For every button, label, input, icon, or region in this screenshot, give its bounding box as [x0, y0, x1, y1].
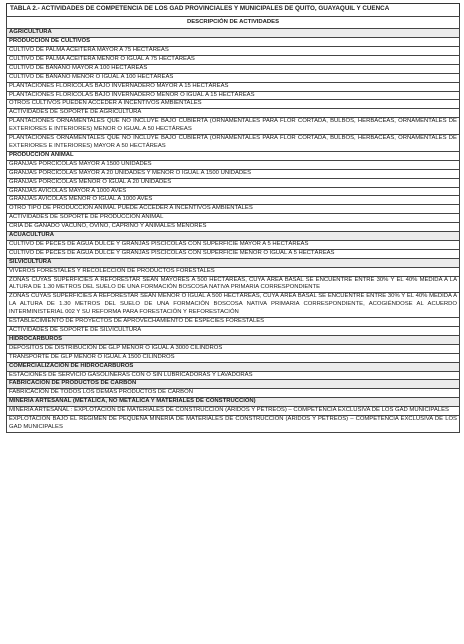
- activity-row: [7, 327, 460, 336]
- activity-cell: GRANJAS PORCÍCOLAS MAYOR A 1500 UNIDADES: [7, 160, 460, 169]
- activity-cell: GRANJAS PORCÍCOLAS MAYOR A 20 UNIDADES Y MENOR O IGUAL A 1500 UNIDADES: [7, 169, 460, 178]
- activity-row: [7, 55, 460, 64]
- activity-row: [7, 196, 460, 205]
- activity-row: [7, 267, 460, 276]
- activity-cell: PLANTACIONES ORNAMENTALES QUE NO INCLUYE BAJO CUBIERTA (ORNAMENTALES PARA FLOR CORTADA, BULBOS, HERBÁCEAS, ORNAMENTALES DE EXTERIORES E INTERIORES) MAYOR A 50 HECTÁREAS: [7, 135, 460, 152]
- activity-row: [7, 47, 460, 56]
- section-heading: SILVICULTURA: [7, 258, 460, 267]
- activity-cell: PLANTACIONES ORNAMENTALES QUE NO INCLUYE BAJO CUBIERTA (ORNAMENTALES PARA FLOR CORTADA, BULBOS, HERBÁCEAS, ORNAMENTALES DE EXTERIORES E INTERIORES) MENOR O IGUAL A 50 HECTÁREAS: [7, 118, 460, 135]
- activity-cell: ESTACIONES DE SERVICIO GASOLINERAS CON O SIN LUBRICADORAS Y LAVADORAS: [7, 371, 460, 380]
- activity-row: [7, 223, 460, 232]
- section-row: [7, 380, 460, 389]
- section-heading: AGRICULTURA: [7, 29, 460, 38]
- section-row: [7, 29, 460, 38]
- activity-cell: GRANJAS AVÍCOLAS MAYOR A 1000 AVES: [7, 187, 460, 196]
- activity-cell: CULTIVO DE PECES DE AGUA DULCE Y GRANJAS PISCÍCOLAS CON SUPERFICIE MAYOR A 5 HECTÁREAS: [7, 240, 460, 249]
- subsection-heading: PRODUCCIÓN ANIMAL: [7, 151, 460, 160]
- section-row: [7, 258, 460, 267]
- activity-cell: CULTIVO DE BANANO MAYOR A 100 HECTÁREAS: [7, 64, 460, 73]
- activity-row: [7, 353, 460, 362]
- activity-row: [7, 169, 460, 178]
- activity-row: [7, 214, 460, 223]
- activity-row: [7, 82, 460, 91]
- activity-cell: CULTIVO DE BANANO MENOR O IGUAL A 100 HECTÁREAS: [7, 73, 460, 82]
- activity-row: [7, 118, 460, 135]
- activity-row: [7, 187, 460, 196]
- activity-row: [7, 135, 460, 152]
- activity-row: [7, 293, 460, 318]
- section-row: [7, 398, 460, 407]
- activity-row: [7, 73, 460, 82]
- section-heading: MINERÍA ARTESANAL (METÁLICA, NO METÁLICA Y MATERIALES DE CONSTRUCCIÓN): [7, 398, 460, 407]
- activities-table: [6, 16, 460, 433]
- section-heading: FABRICACIÓN DE PRODUCTOS DE CARBÓN: [7, 380, 460, 389]
- activity-row: [7, 407, 460, 416]
- activities-table-body: [7, 17, 460, 433]
- table-header-row: [7, 17, 460, 29]
- activity-row: [7, 249, 460, 258]
- activity-cell: GRANJAS AVÍCOLAS MENOR O IGUAL A 1000 AVES: [7, 196, 460, 205]
- activity-cell: EXPLOTACIÓN BAJO EL RÉGIMEN DE PEQUEÑA MINERIA DE MATERIALES DE CONSTRUCCIÓN (ÁRIDOS Y PÉTREOS) – COMPETENCIA EXCLUSIVA DE LOS GAD MUNICIPALES: [7, 416, 460, 433]
- activity-row: [7, 344, 460, 353]
- section-heading: HIDROCARBUROS: [7, 335, 460, 344]
- activity-row: [7, 416, 460, 433]
- activity-cell: OTROS CULTIVOS PUEDEN ACCEDER A INCENTIVOS AMBIENTALES: [7, 100, 460, 109]
- table-caption: TABLA 2.- ACTIVIDADES DE COMPETENCIA DE LOS GAD PROVINCIALES Y MUNICIPALES DE QUITO, GUAYAQUIL Y CUENCA: [6, 3, 460, 16]
- activity-cell: DEPÓSITOS DE DISTRIBUCIÓN DE GLP MENOR O IGUAL A 3000 CILINDROS: [7, 344, 460, 353]
- activity-cell: CULTIVO DE PALMA ACEITERA MENOR O IGUAL A 75 HECTÁREAS: [7, 55, 460, 64]
- activity-cell: OTRO TIPO DE PRODUCCIÓN ANIMAL PUEDE ACCEDER A INCENTIVOS AMBIENTALES: [7, 205, 460, 214]
- activity-cell: CULTIVO DE PECES DE AGUA DULCE Y GRANJAS PISCÍCOLAS CON SUPERFICIE MENOR O IGUAL A 5 HECTÁREAS: [7, 249, 460, 258]
- activity-cell: PLANTACIONES FLORÍCOLAS BAJO INVERNADERO MENOR O IGUAL A 15 HECTÁREAS: [7, 91, 460, 100]
- activity-row: [7, 318, 460, 327]
- activity-cell: ACTIVIDADES DE SOPORTE DE PRODUCCIÓN ANIMAL: [7, 214, 460, 223]
- section-row: [7, 362, 460, 371]
- activity-cell: CULTIVO DE PALMA ACEITERA MAYOR A 75 HECTÁREAS: [7, 47, 460, 56]
- section-heading: COMERCIALIZACIÓN DE HIDROCARBUROS: [7, 362, 460, 371]
- activity-cell: CRÍA DE GANADO VACUNO, OVINO, CAPRINO Y ANIMALES MENORES: [7, 223, 460, 232]
- activity-cell: MINERÍA ARTESANAL : EXPLOTACIÓN DE MATERIALES DE CONSTRUCCIÓN (ÁRIDOS Y PÉTREOS) – COMPETENCIA EXCLUSIVA DE LOS GAD MUNICIPALES: [7, 407, 460, 416]
- activity-row: [7, 240, 460, 249]
- activity-row: [7, 371, 460, 380]
- activity-cell: ACTIVIDADES DE SOPORTE DE SILVICULTURA: [7, 327, 460, 336]
- activity-row: [7, 205, 460, 214]
- activity-cell: GRANJAS PORCÍCOLAS MENOR O IGUAL A 20 UNIDADES: [7, 178, 460, 187]
- activity-cell: TRANSPORTE DE GLP MENOR O IGUAL A 1500 CILINDROS: [7, 353, 460, 362]
- activity-cell: ZONAS CUYAS SUPERFICIES A REFORESTAR SEAN MAYORES A 500 HECTÁREAS, CUYA ÁREA BASAL SE ENCUENTRE ENTRE 30% Y EL 40% MEDIDA A LA ALTURA DE 1.30 METROS DEL SUELO DE UNA FORMACIÓN BOSCOSA NATIVA PRIMARIA CORRESPONDIENTE: [7, 276, 460, 293]
- activity-row: [7, 100, 460, 109]
- activity-row: [7, 160, 460, 169]
- activity-cell: ACTIVIDADES DE SOPORTE DE AGRICULTURA: [7, 109, 460, 118]
- activity-cell: FABRICACIÓN DE TODOS LOS DEMÁS PRODUCTOS DE CARBÓN: [7, 389, 460, 398]
- activity-cell: VIVEROS FORESTALES Y RECOLECCIÓN DE PRODUCTOS FORESTALES: [7, 267, 460, 276]
- subsection-row: [7, 38, 460, 47]
- subsection-heading: PRODUCCIÓN DE CULTIVOS: [7, 38, 460, 47]
- activity-cell: ESTABLECIMIENTO DE PROYECTOS DE APROVECHAMIENTO DE ESPECIES FORESTALES: [7, 318, 460, 327]
- activity-cell: PLANTACIONES FLORÍCOLAS BAJO INVERNADERO MAYOR A 15 HECTÁREAS: [7, 82, 460, 91]
- activity-row: [7, 109, 460, 118]
- section-heading: ACUACULTURA: [7, 232, 460, 241]
- activity-row: [7, 389, 460, 398]
- subsection-row: [7, 151, 460, 160]
- activity-row: [7, 64, 460, 73]
- section-row: [7, 232, 460, 241]
- activity-cell: ZONAS CUYAS SUPERFICIES A REFORESTAR SEAN MENOR O IGUAL A 500 HECTÁREAS, CUYA ÁREA BASAL SE ENCUENTRE ENTRE 30% Y EL 40% MEDIDA A LA ALTURA DE 1.30 METROS DEL SUELO DE UNA FORMACIÓN BOSCOSA NATIVA PRIMARIA CORRESPONDIENTE, ACOGIÉNDOSE AL ACUERDO INTERMINISTERIAL 002 Y SU REFORMA PARA FORESTACIÓN Y REFORESTACIÓN: [7, 293, 460, 318]
- table-header-cell: DESCRIPCIÓN DE ACTIVIDADES: [7, 17, 460, 29]
- activity-row: [7, 178, 460, 187]
- activity-row: [7, 91, 460, 100]
- activity-row: [7, 276, 460, 293]
- document-page: [6, 3, 460, 433]
- section-row: [7, 335, 460, 344]
